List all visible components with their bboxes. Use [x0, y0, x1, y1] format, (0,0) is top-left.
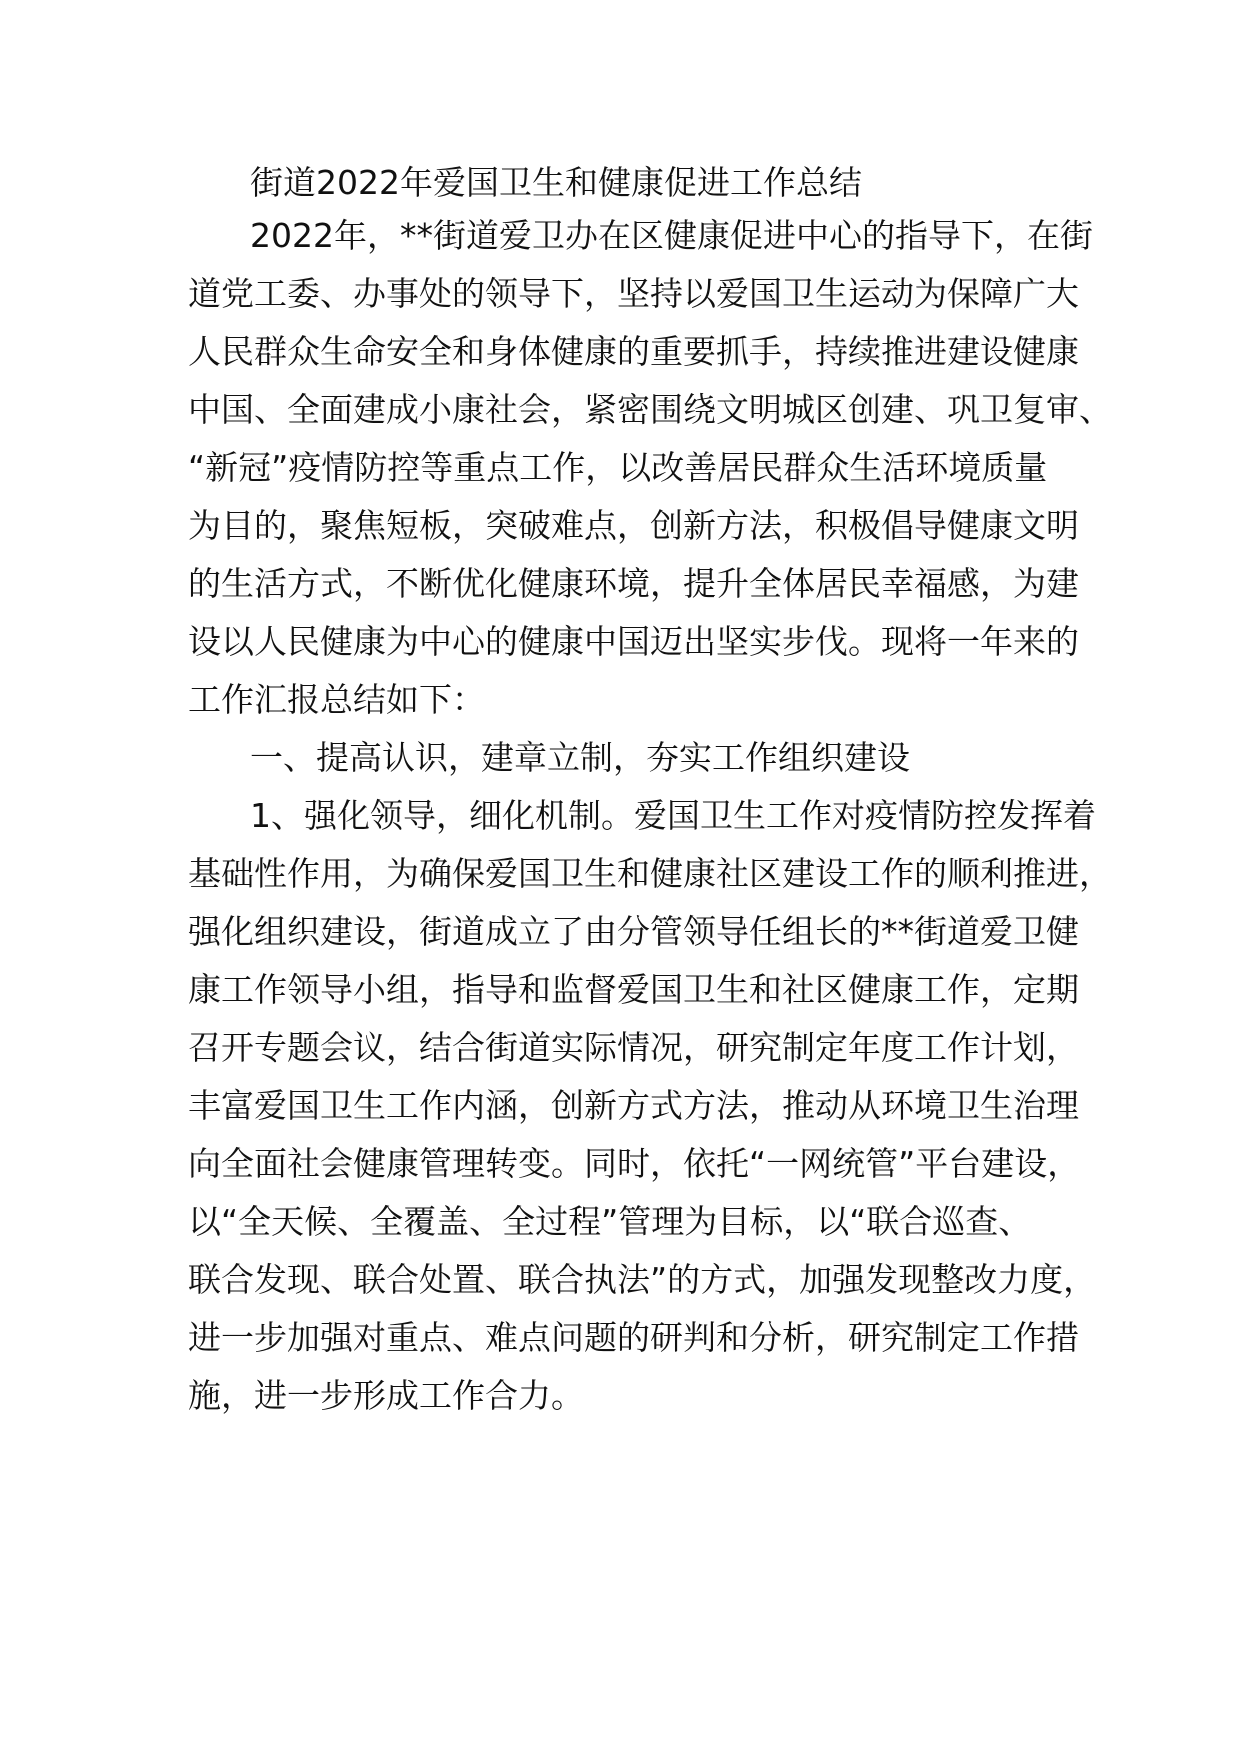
paragraph-line: 人民群众生命安全和身体健康的重要抓手，持续推进建设健康	[188, 332, 1079, 371]
paragraph-line: 1、强化领导，细化机制。爱国卫生工作对疫情防控发挥着	[250, 796, 1096, 835]
paragraph-line: 2022年，**街道爱卫办在区健康促进中心的指导下，在街	[250, 216, 1093, 255]
paragraph-line: 进一步加强对重点、难点问题的研判和分析，研究制定工作措	[188, 1318, 1079, 1357]
paragraph-line: 以“全天候、全覆盖、全过程”管理为目标，以“联合巡查、	[188, 1202, 1032, 1241]
section-heading: 一、提高认识，建章立制，夯实工作组织建设	[250, 738, 910, 777]
paragraph-line: 召开专题会议，结合街道实际情况，研究制定年度工作计划，	[188, 1028, 1079, 1067]
paragraph-line: 的生活方式，不断优化健康环境，提升全体居民幸福感，为建	[188, 564, 1079, 603]
paragraph-line: 为目的，聚焦短板，突破难点，创新方法，积极倡导健康文明	[188, 506, 1079, 545]
paragraph-line: 基础性作用，为确保爱国卫生和健康社区建设工作的顺利推进，	[188, 854, 1112, 893]
paragraph-line: 道党工委、办事处的领导下，坚持以爱国卫生运动为保障广大	[188, 274, 1079, 313]
paragraph-line: “新冠”疫情防控等重点工作，以改善居民群众生活环境质量	[188, 448, 1048, 487]
paragraph-line: 向全面社会健康管理转变。同时，依托“一网统管”平台建设，	[188, 1144, 1081, 1183]
paragraph-line: 设以人民健康为中心的健康中国迈出坚实步伐。现将一年来的	[188, 622, 1079, 661]
paragraph-line: 工作汇报总结如下：	[188, 680, 485, 719]
paragraph-line: 康工作领导小组，指导和监督爱国卫生和社区健康工作，定期	[188, 970, 1079, 1009]
document-title: 街道2022年爱国卫生和健康促进工作总结	[250, 163, 862, 202]
paragraph-line: 强化组织建设，街道成立了由分管领导任组长的**街道爱卫健	[188, 912, 1079, 951]
paragraph-line: 中国、全面建成小康社会，紧密围绕文明城区创建、巩卫复审、	[188, 390, 1112, 429]
paragraph-line: 联合发现、联合处置、联合执法”的方式，加强发现整改力度，	[188, 1260, 1097, 1299]
paragraph-line: 施，进一步形成工作合力。	[188, 1376, 584, 1415]
paragraph-line: 丰富爱国卫生工作内涵，创新方式方法，推动从环境卫生治理	[188, 1086, 1079, 1125]
